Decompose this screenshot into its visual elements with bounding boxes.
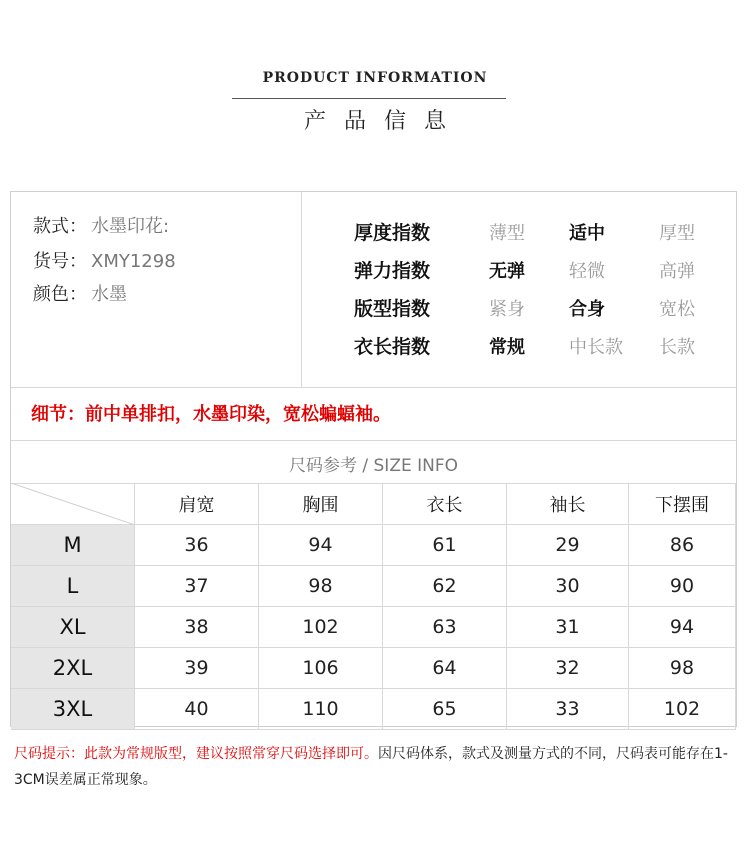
size-value-cell: 102 [629, 689, 736, 730]
index-label: 弹力指数 [354, 260, 431, 282]
column-header: 袖长 [507, 483, 629, 525]
size-value-cell: 32 [507, 648, 629, 689]
column-header: 衣长 [383, 483, 507, 525]
style-line [33, 212, 169, 238]
index-option-selected: 合身 [569, 299, 605, 320]
size-label-cell: 3XL [11, 689, 135, 730]
index-option: 宽松 [659, 299, 695, 320]
size-value-cell: 40 [135, 689, 259, 730]
size-info-title: 尺码参考 / SIZE INFO [288, 456, 459, 476]
detail-text: 细节：前中单排扣，水墨印染，宽松蝙蝠袖。 [31, 404, 391, 425]
size-value-cell: 106 [259, 648, 383, 689]
index-label: 版型指数 [354, 298, 431, 320]
size-value-cell: 65 [383, 689, 507, 730]
index-option: 轻微 [569, 261, 605, 282]
size-value-cell: 98 [259, 566, 383, 607]
sku-value: XMY1298 [91, 251, 176, 272]
size-note-black: 因尺码体系，款式及测量方式的不同，尺码表可能存在1-3CM误差属正常现象。 [14, 746, 728, 788]
size-value-cell: 62 [383, 566, 507, 607]
sku-line [33, 247, 176, 273]
column-header: 肩宽 [135, 483, 259, 525]
size-value-cell: 29 [507, 525, 629, 566]
product-information-title: PRODUCT INFORMATION [262, 70, 488, 86]
color-line [33, 280, 127, 306]
index-option: 紧身 [489, 299, 525, 320]
size-value-cell: 94 [259, 525, 383, 566]
size-value-cell: 61 [383, 525, 507, 566]
index-option: 长款 [659, 337, 695, 358]
size-info-header [11, 441, 736, 484]
size-value-cell: 36 [135, 525, 259, 566]
style-value: 水墨印花: [91, 216, 170, 237]
index-option-selected: 适中 [569, 223, 605, 244]
index-option: 中长款 [569, 337, 623, 358]
size-value-cell: 31 [507, 607, 629, 648]
product-info-title-cn: 产品信息 [303, 109, 464, 134]
table-corner-diagonal [11, 483, 135, 525]
index-option-selected: 无弹 [489, 261, 525, 282]
index-option-selected: 常规 [489, 337, 525, 358]
size-note [14, 741, 739, 793]
sku-label: 货号： [33, 251, 87, 272]
size-value-cell: 90 [629, 566, 736, 607]
style-label: 款式： [33, 216, 87, 237]
size-value-cell: 63 [383, 607, 507, 648]
size-label-cell: M [11, 525, 135, 566]
size-value-cell: 33 [507, 689, 629, 730]
size-note-red: 尺码提示：此款为常规版型，建议按照常穿尺码选择即可。 [14, 746, 378, 762]
size-value-cell: 94 [629, 607, 736, 648]
size-label-cell: L [11, 566, 135, 607]
index-label: 厚度指数 [354, 222, 431, 244]
product-info-card [10, 191, 737, 727]
column-header: 胸围 [259, 483, 383, 525]
size-value-cell: 39 [135, 648, 259, 689]
index-option: 高弹 [659, 261, 695, 282]
column-header: 下摆围 [629, 483, 736, 525]
info-section [11, 192, 736, 388]
size-value-cell: 30 [507, 566, 629, 607]
size-label-cell: XL [11, 607, 135, 648]
size-label-cell: 2XL [11, 648, 135, 689]
size-value-cell: 98 [629, 648, 736, 689]
detail-section [11, 388, 736, 441]
size-value-cell: 38 [135, 607, 259, 648]
basic-info-panel [11, 192, 302, 387]
index-option: 厚型 [659, 223, 695, 244]
index-label: 衣长指数 [354, 336, 431, 358]
size-value-cell: 102 [259, 607, 383, 648]
size-value-cell: 37 [135, 566, 259, 607]
header-divider [232, 98, 506, 99]
color-value: 水墨 [91, 284, 127, 305]
color-label: 颜色： [33, 284, 87, 305]
size-value-cell: 64 [383, 648, 507, 689]
index-option: 薄型 [489, 223, 525, 244]
size-value-cell: 86 [629, 525, 736, 566]
size-value-cell: 110 [259, 689, 383, 730]
